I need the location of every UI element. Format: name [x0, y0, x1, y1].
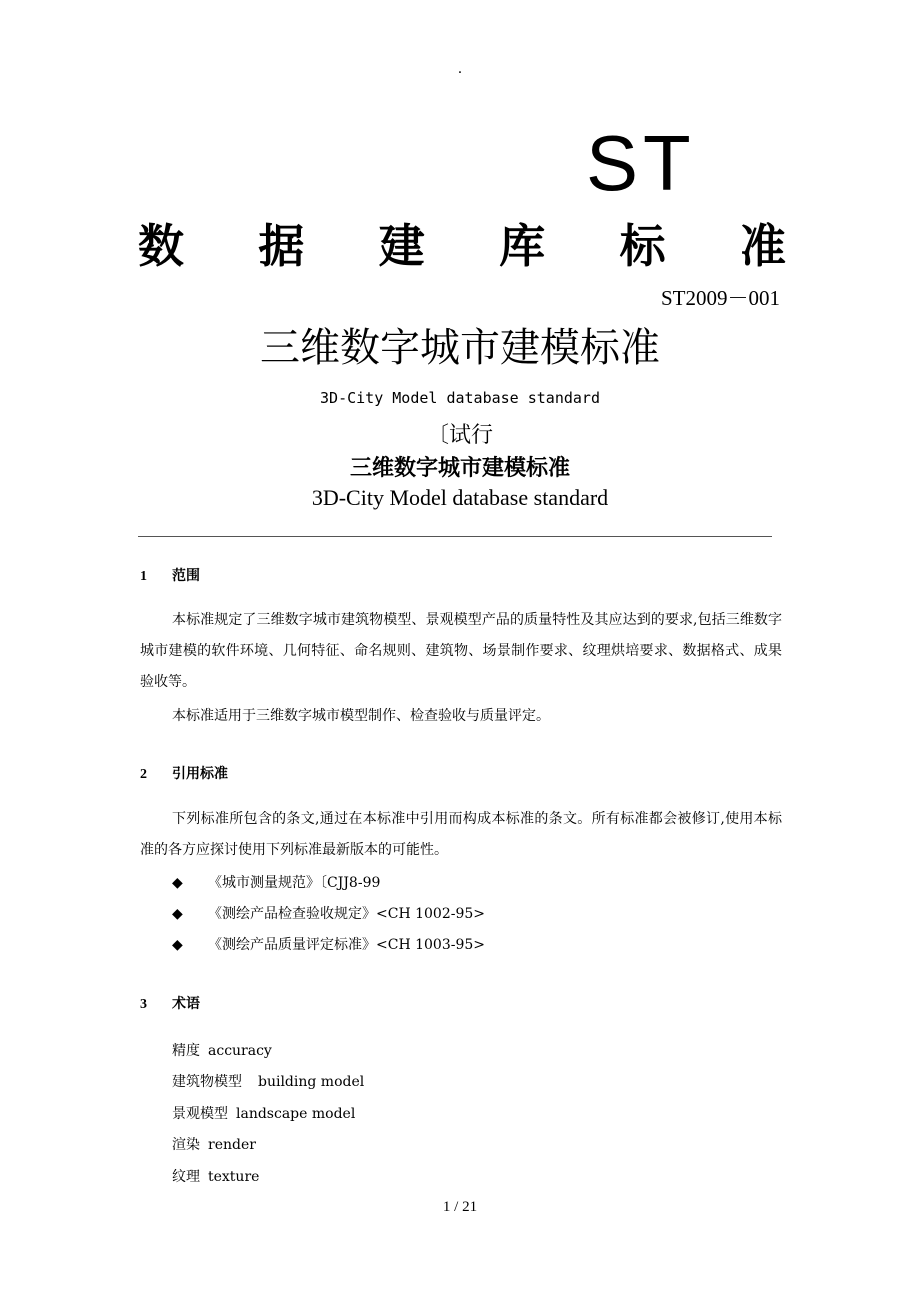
term-cn: 纹理: [172, 1169, 200, 1185]
document-title-en: 3D-City Model database standard: [320, 389, 600, 407]
standard-prefix: ST: [586, 119, 696, 207]
reference-item: [172, 873, 380, 893]
page-number: 1 / 21: [442, 1199, 478, 1215]
section-heading-terms: [140, 994, 200, 1015]
term-cn: 渲染: [172, 1137, 200, 1153]
term-item: [172, 1135, 256, 1155]
term-item: [172, 1041, 272, 1061]
subtitle-en: 3D-City Model database standard: [311, 485, 609, 510]
term-cn: 建筑物模型: [172, 1074, 242, 1090]
subtitle-cn: 三维数字城市建模标准: [349, 456, 570, 481]
document-title: 三维数字城市建模标准: [260, 325, 660, 371]
term-cn: 精度: [172, 1043, 200, 1059]
scope-paragraph-2: 本标准适用于三维数字城市模型制作、检查验收与质量评定。: [172, 708, 550, 724]
section-number: 1: [140, 569, 147, 584]
reference-item: [172, 904, 485, 924]
scope-paragraph-1: 本标准规定了三维数字城市建筑物模型、景观模型产品的质量特性及其应达到的要求,包括三维数字城市建模的软件环境、几何特征、命名规则、建筑物、场景制作要求、纹理烘培要求、数据格式、成果验收等。: [140, 612, 782, 690]
standard-category: [138, 218, 786, 274]
section-number: 3: [140, 997, 147, 1012]
diamond-bullet-icon: ◆: [172, 937, 183, 953]
section-title: 范围: [172, 568, 200, 584]
term-item: [172, 1072, 364, 1092]
term-item: [172, 1104, 355, 1124]
header-dot: .: [457, 61, 463, 77]
diamond-bullet-icon: ◆: [172, 906, 183, 922]
section-title: 术语: [172, 996, 200, 1012]
references-paragraph: 下列标准所包含的条文,通过在本标准中引用而构成本标准的条文。所有标准都会被修订,使用本标准的各方应探讨使用下列标准最新版本的可能性。: [140, 811, 782, 858]
reference-text: 《测绘产品质量评定标准》<CH 1003-95>: [208, 937, 486, 953]
term-en: texture: [208, 1169, 260, 1185]
reference-text: 《测绘产品检查验收规定》<CH 1002-95>: [208, 906, 486, 922]
category-char: 据: [258, 219, 305, 273]
term-cn: 景观模型: [172, 1106, 228, 1122]
divider: [138, 536, 772, 537]
category-char: 准: [739, 219, 786, 273]
reference-text: 《城市测量规范》〔CJJ8-99: [208, 875, 381, 891]
reference-item: [172, 935, 485, 955]
diamond-bullet-icon: ◆: [172, 875, 183, 891]
term-en: accuracy: [208, 1043, 272, 1059]
term-en: building model: [258, 1074, 365, 1090]
standard-code: ST2009－001: [660, 286, 780, 310]
category-char: 库: [499, 219, 546, 273]
section-number: 2: [140, 767, 147, 782]
category-char: 建: [378, 219, 425, 273]
section-heading-scope: [140, 566, 200, 587]
term-en: render: [208, 1137, 256, 1153]
section-title: 引用标准: [172, 766, 228, 782]
section-heading-references: [140, 764, 228, 785]
category-char: 数: [138, 219, 184, 273]
category-char: 标: [619, 219, 666, 273]
trial-label: 〔试行: [426, 423, 493, 448]
term-en: landscape model: [236, 1106, 356, 1122]
term-item: [172, 1167, 259, 1187]
